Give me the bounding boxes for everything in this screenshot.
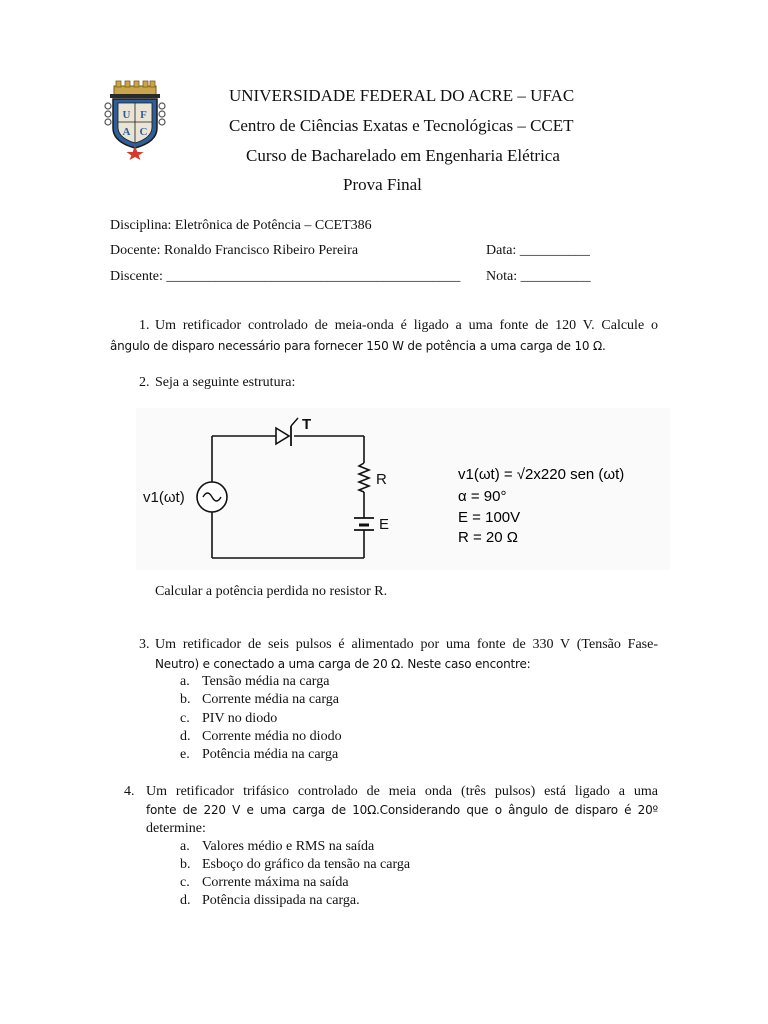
q3-item-text: Potência média na carga (202, 747, 339, 762)
q4-item-text: Corrente máxima na saída (202, 875, 349, 890)
student-field: Discente: __________________________________________ (110, 269, 461, 284)
equation-r: R = 20 Ω (458, 529, 518, 546)
q3-item-letter: a. (180, 674, 190, 689)
university-name: UNIVERSIDADE FEDERAL DO ACRE – UFAC (229, 86, 575, 105)
q3-item-letter: d. (180, 729, 191, 744)
equation-alpha: α = 90° (458, 488, 507, 505)
q4-item-text: Valores médio e RMS na saída (202, 839, 375, 854)
q3-item-text: Tensão média na carga (202, 674, 330, 689)
thyristor-label: T (302, 416, 312, 433)
q2-number: 2. (139, 375, 150, 390)
resistor-label: R (376, 471, 387, 488)
course-name: Curso de Bacharelado em Engenharia Elétrica (246, 146, 560, 165)
teacher-line: Docente: Ronaldo Francisco Ribeiro Pereira (110, 243, 359, 258)
battery-label: E (379, 516, 390, 533)
q4-line3: determine: (146, 821, 206, 836)
q4-item-letter: d. (180, 893, 191, 908)
circuit-diagram (136, 408, 670, 570)
equation-e: E = 100V (458, 509, 521, 526)
source-label: v1(ωt) (143, 489, 185, 506)
q4-line1: Um retificador trifásico controlado de meia onda (três pulsos) está ligado a uma (146, 784, 658, 799)
q3-item-letter: e. (180, 747, 190, 762)
q1-line1: Um retificador controlado de meia-onda é ligado a uma fonte de 120 V. Calcule o (155, 318, 658, 333)
q4-item-letter: a. (180, 839, 190, 854)
date-field: Data: __________ (486, 243, 590, 258)
q1-line2: ângulo de disparo necessário para fornecer 150 W de potência a uma carga de 10 Ω. (110, 339, 606, 353)
svg-text:A: A (122, 126, 131, 138)
q4-item-letter: c. (180, 875, 190, 890)
q4-line2: fonte de 220 V e uma carga de 10Ω.Considerando que o ângulo de disparo é 20º (146, 803, 658, 817)
svg-text:C: C (139, 126, 148, 138)
q3-item-text: Corrente média na carga (202, 692, 339, 707)
svg-text:F: F (140, 109, 147, 121)
q4-item-text: Esboço do gráfico da tensão na carga (202, 857, 411, 872)
q2-instruction: Calcular a potência perdida no resistor R. (155, 584, 388, 599)
q4-item-text: Potência dissipada na carga. (202, 893, 360, 908)
q3-item-text: Corrente média no diodo (202, 729, 342, 744)
center-name: Centro de Ciências Exatas e Tecnológicas – CCET (229, 116, 574, 135)
q3-item-text: PIV no diodo (202, 711, 278, 726)
equation-source: v1(ωt) = √2x220 sen (ωt) (458, 466, 625, 483)
q1-number: 1. (139, 318, 150, 333)
svg-text:U: U (122, 109, 131, 121)
discipline-line: Disciplina: Eletrônica de Potência – CCET386 (110, 218, 372, 233)
q3-item-letter: c. (180, 711, 190, 726)
q3-item-letter: b. (180, 692, 191, 707)
q2-text: Seja a seguinte estrutura: (155, 375, 296, 390)
grade-field: Nota: __________ (486, 269, 591, 284)
q4-item-letter: b. (180, 857, 191, 872)
q3-number: 3. (139, 637, 150, 652)
q3-line2: Neutro) e conectado a uma carga de 20 Ω. Neste caso encontre: (155, 657, 531, 671)
exam-title: Prova Final (343, 175, 422, 194)
q3-line1: Um retificador de seis pulsos é alimentado por uma fonte de 330 V (Tensão Fase- (155, 637, 658, 652)
q4-number: 4. (124, 784, 135, 799)
university-crest-logo (104, 80, 166, 160)
